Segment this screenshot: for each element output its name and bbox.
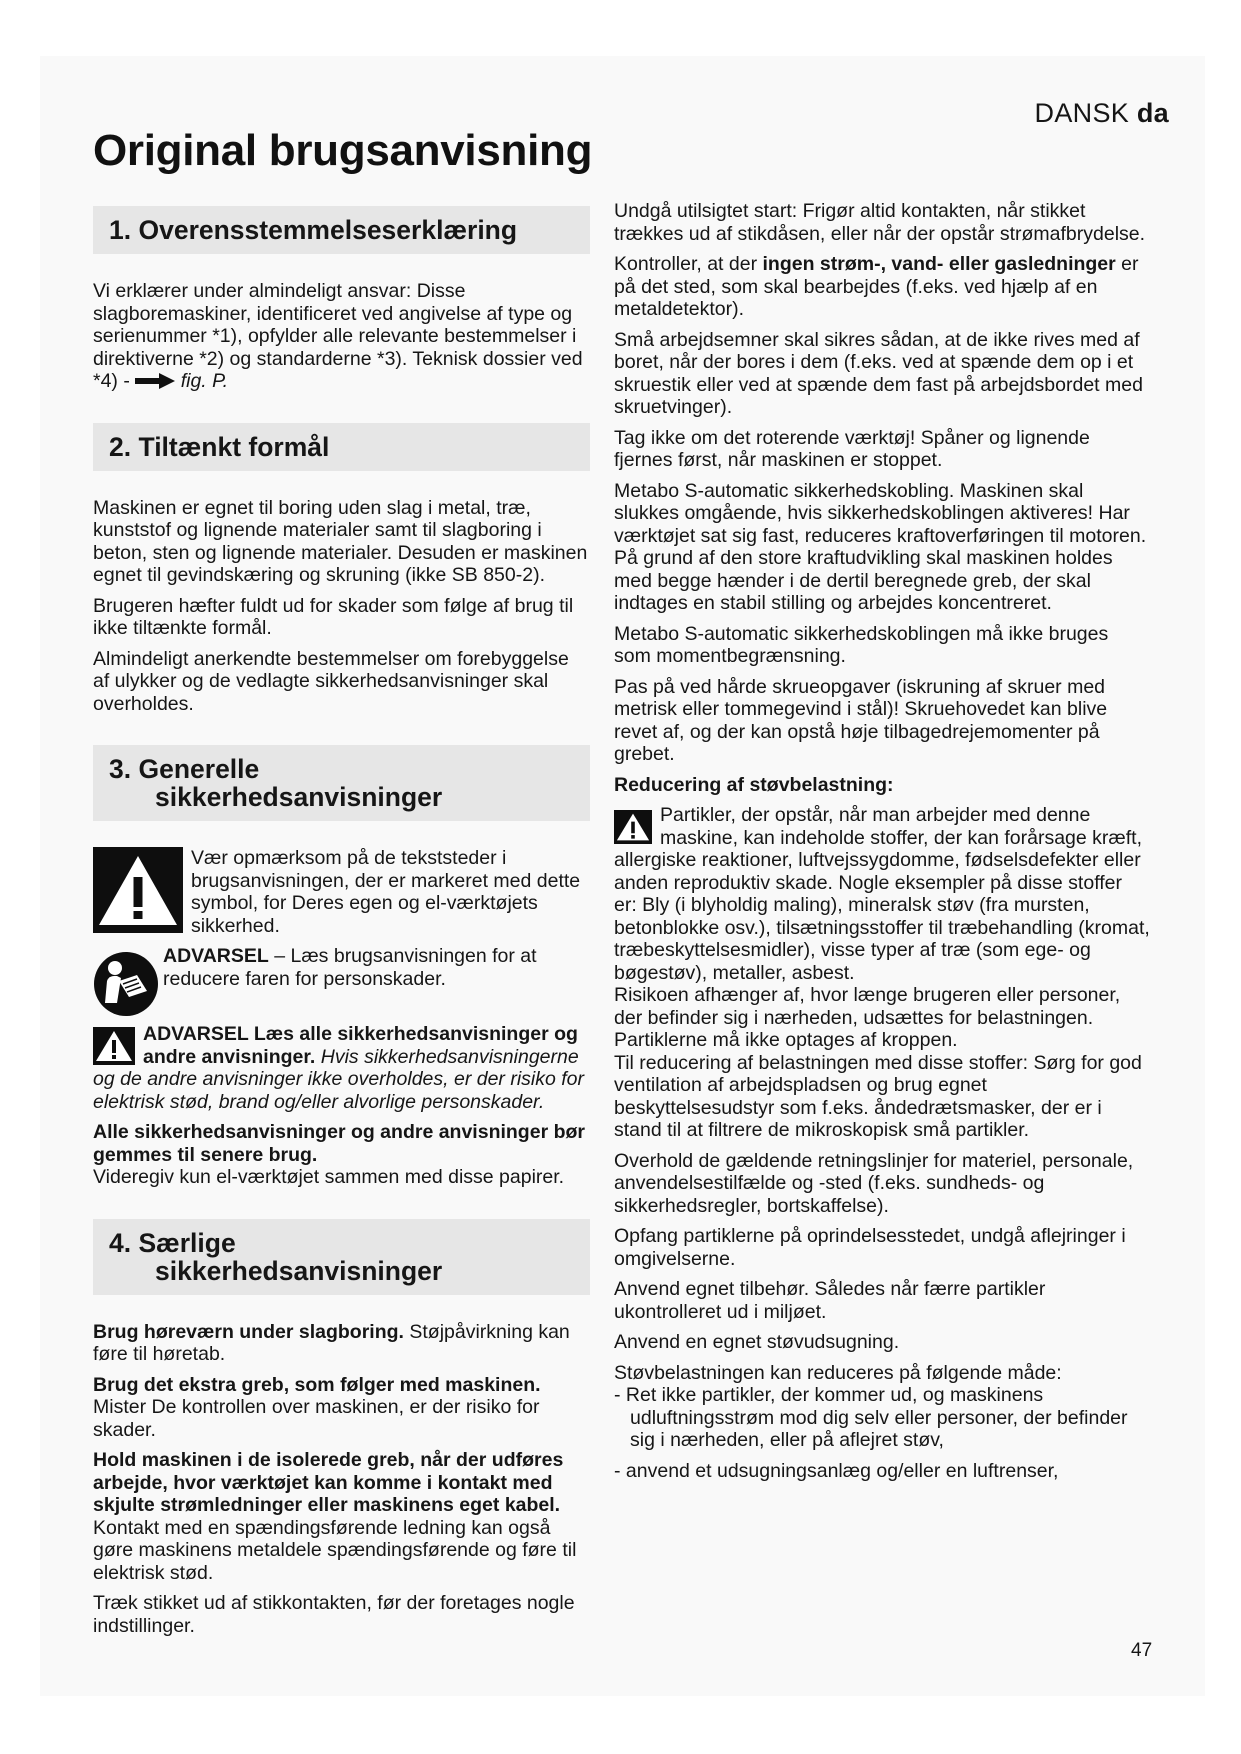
section-2-paragraph: Maskinen er egnet til boring uden slag i metal, træ, kunststof og lignende materialer samt til slagboring i beton, sten og lignende materialer. Desuden er maskinen egnet til gevindskæring og skruning (ikke SB 850-2). (93, 496, 588, 586)
warning-triangle-icon (93, 1027, 135, 1065)
page-title: Original brugsanvisning (93, 126, 593, 175)
safety-paragraph: Kontroller, at der ingen strøm-, vand- eller gasledninger er på det sted, som skal bearbejdes (f.eks. ved hjælp af en metaldetektor). (614, 253, 1139, 320)
safety-paragraph: Overhold de gældende retningslinjer for materiel, personale, anvendelsestilfælde og -sted (f.eks. sundheds- og sikkerhedsregler, bortskaffelse). (614, 1149, 1134, 1217)
keep-instructions-text: Videregiv kun el-værktøjet sammen med disse papirer. (93, 1166, 565, 1188)
dust-paragraph: Til reducering af belastningen med disse stoffer: Sørg for god ventilation af arbejdspladsen og brug egnet beskyttelsesudstyr som f.eks. åndedrætsmasker, der er i stand til at filtrere de mikroskopisk små partikler. (614, 1051, 1142, 1141)
section-4-heading: 4. Særlige sikkerhedsanvisninger (93, 1219, 590, 1295)
warning-triangle-icon (93, 847, 183, 933)
safety-paragraph: Anvend en egnet støvudsugning. (614, 1331, 900, 1353)
safety-paragraph: Metabo S-automatic sikkerhedskoblingen må ikke bruges som momentbegrænsning. (614, 622, 1109, 667)
warning-triangle-icon (614, 810, 652, 844)
dust-paragraph: Partikler, der opstår, når man arbejder med denne maskine, kan indeholde stoffer, der kan forårsage kræft, allergiske reaktioner, luftvejssygdomme, fødselsdefekter eller anden reproduktiv skade. Nogle eksempler på disse stoffer er: Bly (i blyholdig maling), mineralsk støv (fra mursten, betonblokke osv.), tilsætningsstoffer til træbehandling (kromat, træbeskyttelsesmidler), visse typer af træ (som ege- og bøgestøv), metaller, asbest. (614, 804, 1150, 984)
safety-paragraph: Opfang partiklerne på oprindelsesstedet, undgå aflejringer i omgivelserne. (614, 1225, 1126, 1270)
section-2-paragraph: Almindeligt anerkendte bestemmelser om forebyggelse af ulykker og de vedlagte sikkerhedsanvisninger skal overholdes. (93, 647, 569, 715)
dust-heading: Reducering af støvbelastning: (614, 773, 894, 796)
figure-reference[interactable]: fig. P. (180, 370, 229, 392)
read-manual-icon (93, 951, 159, 1017)
left-column (93, 206, 590, 1645)
section-1-heading: 1. Overensstemmelseserklæring (93, 206, 590, 254)
section-4-paragraph: Brug høreværn under slagboring. Støjpåvirkning kan føre til høretab. (93, 1320, 570, 1365)
section-1-text: Vi erklærer under almindeligt ansvar: Disse slagboremaskiner, identificeret ved angivelse af type og serienummer *1), opfylder alle relevante bestemmelser i direktiverne *2) og standarderne *3). Teknisk dossier ved *4) - fig. P. (93, 280, 583, 392)
section-4-paragraph: Træk stikket ud af stikkontakten, før der foretages nogle indstillinger. (93, 1592, 575, 1637)
safety-paragraph: Anvend egnet tilbehør. Således når færre partikler ukontrolleret ud i miljøet. (614, 1278, 1046, 1323)
section-4-paragraph: Brug det ekstra greb, som følger med maskinen. Mister De kontrollen over maskinen, er der risiko for skader. (93, 1373, 541, 1441)
language-label (1035, 98, 1169, 129)
list-item: - anvend et udsugningsanlæg og/eller en luftrenser, (614, 1459, 1059, 1482)
section-2-heading: 2. Tiltænkt formål (93, 423, 590, 471)
read-manual-note: ADVARSEL – Læs brugsanvisningen for at reducere faren for personskader. (93, 945, 590, 1015)
section-2-paragraph: Brugeren hæfter fuldt ud for skader som følge af brug til ikke tiltænkte formål. (93, 594, 574, 639)
dust-paragraph: Partiklerne må ikke optages af kroppen. (614, 1029, 958, 1051)
safety-paragraph: Undgå utilsigtet start: Frigør altid kontakten, når stikket trækkes ud af stikdåsen, eller når der opstår strømafbrydelse. (614, 200, 1146, 245)
section-3-heading: 3. Generelle sikkerhedsanvisninger (93, 745, 590, 821)
dust-paragraph: Risikoen afhænger af, hvor længe brugeren eller personer, der befinder sig i nærheden, udsættes for belastningen. (614, 984, 1121, 1029)
warning-note: Vær opmærksom på de tekststeder i brugsanvisningen, der er markeret med dette symbol, for Deres egen og el-værktøjets sikkerhed. (93, 847, 590, 937)
language-code: da (1136, 98, 1169, 128)
general-warning-paragraph: ADVARSEL Læs alle sikkerhedsanvisninger og andre anvisninger. Hvis sikkerhedsanvisningerne og de andre anvisninger ikke overholdes, er der risiko for elektrisk stød, brand og/eller alvorlige personskader. (93, 1023, 585, 1113)
safety-paragraph: Metabo S-automatic sikkerhedskobling. Maskinen skal slukkes omgående, hvis sikkerhedskoblingen aktiveres! Har værktøjet sat sig fast, reduceres kraftoverføringen til motoren. På grund af den store kraftudvikling skal maskinen holdes med begge hænder i de dertil beregnede greb, der skal indtages en stabil stilling og arbejdes koncentreret. (614, 479, 1147, 614)
section-4-paragraph: Hold maskinen i de isolerede greb, når der udføres arbejde, hvor værktøjet kan komme i kontakt med skjulte strømledninger eller maskinens eget kabel. Kontakt med en spændingsførende ledning kan også gøre maskinens metaldele spændingsførende og føre til elektrisk stød. (93, 1449, 577, 1584)
language-word: DANSK (1034, 98, 1130, 128)
safety-paragraph: Tag ikke om det roterende værktøj! Spåner og lignende fjernes først, når maskinen er stoppet. (614, 426, 1090, 471)
arrow-right-icon (135, 373, 175, 389)
list-item: - Ret ikke partikler, der kommer ud, og maskinens udluftningsstrøm mod dig selv eller personer, der befinder sig i nærheden, eller på aflejret støv, (614, 1384, 1128, 1451)
page-number: 47 (1131, 1640, 1153, 1661)
right-column (614, 200, 1150, 1490)
safety-paragraph: Pas på ved hårde skrueopgaver (iskruning af skruer med metrisk eller tommegevind i stål)! Skruehovedet kan blive revet af, og der kan opstå høje tilbagedrejemomenter på grebet. (614, 675, 1108, 765)
safety-paragraph: Støvbelastningen kan reduceres på følgende måde: (614, 1361, 1062, 1384)
safety-paragraph: Små arbejdsemner skal sikres sådan, at de ikke rives med af boret, når der bores i dem (f.eks. ved at spænde dem op i et skruestik eller ved at spænde dem fast på arbejdsbordet med skruetvinger). (614, 328, 1143, 418)
keep-instructions-paragraph: Alle sikkerhedsanvisninger og andre anvisninger bør gemmes til senere brug. (93, 1121, 585, 1166)
